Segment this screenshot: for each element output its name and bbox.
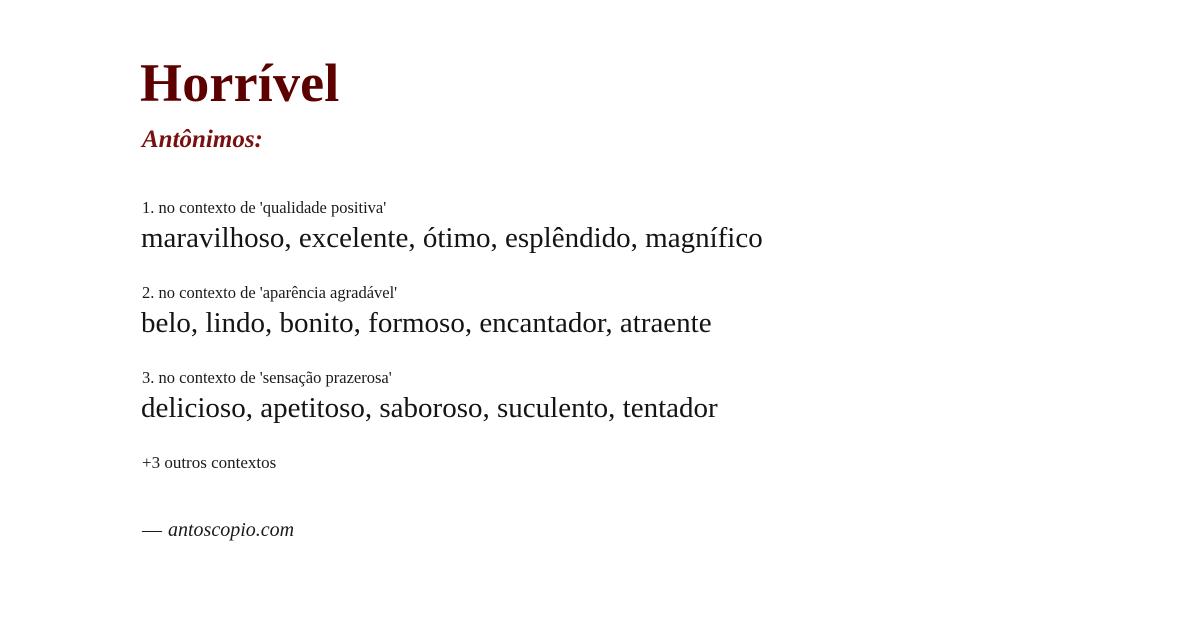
sense-antonyms: belo, lindo, bonito, formoso, encantador, atraente — [141, 306, 712, 339]
sense-antonyms: maravilhoso, excelente, ótimo, esplêndido, magnífico — [141, 221, 763, 254]
list-item — [140, 283, 1060, 342]
source-attribution — [142, 519, 1060, 542]
sense-antonyms: delicioso, apetitoso, saboroso, suculento, tentador — [141, 391, 718, 424]
section-label-antonyms: Antônimos: — [142, 125, 263, 153]
em-dash-icon: — — [142, 519, 162, 542]
sense-context-label: 1. no contexto de 'qualidade positiva' — [142, 197, 387, 217]
page-title: Horrível — [140, 53, 340, 113]
list-item — [140, 368, 1060, 427]
more-contexts-note: +3 outros contextos — [142, 453, 277, 473]
sense-context-label: 3. no contexto de 'sensação prazerosa' — [142, 367, 392, 387]
sense-list — [140, 198, 1060, 427]
source-name: antoscopio.com — [168, 519, 295, 542]
list-item — [140, 198, 1060, 257]
sense-context-label: 2. no contexto de 'aparência agradável' — [142, 282, 398, 302]
